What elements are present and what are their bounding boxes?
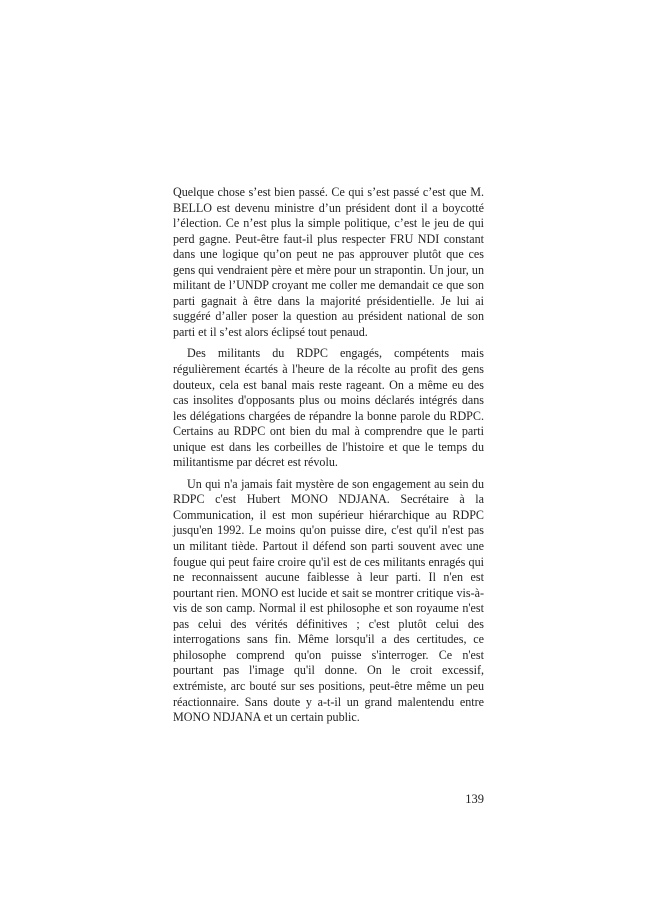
- page-number: 139: [465, 792, 484, 806]
- page-body: [173, 185, 484, 732]
- paragraph-3: Un qui n'a jamais fait mystère de son engagement au sein du RDPC c'est Hubert MONO NDJANA. Secrétaire à la Communication, il est mon supérieur hiérarchique au RDPC jusqu'en 1992. Le moins qu'on puisse dire, c'est qu'il n'est pas un militant tiède. Partout il défend son parti souvent avec une fougue qui peut faire croire qu'il est de ces militants enragés qui ne reconnaissent aucune faiblesse à leur parti. Il n'en est pourtant rien. MONO est lucide et sait se montrer critique vis-à-vis de son camp. Normal il est philosophe et son royaume n'est pas celui des vérités définitives ; c'est plutôt celui des interrogations sans fin. Même lorsqu'il a des certitudes, ce philosophe comprend qu'on puisse s'interroger. Ce n'est pourtant pas l'image qu'il donne. On le croit excessif, extrémiste, arc bouté sur ses positions, peut-être même un peu réactionnaire. Sans doute y a-t-il un grand malentendu entre MONO NDJANA et un certain public.: [173, 476, 484, 725]
- paragraph-1: Quelque chose s’est bien passé. Ce qui s’est passé c’est que M. BELLO est devenu ministre d’un président dont il a boycotté l’élection. Ce n’est plus la simple politique, c’est le jeu de qui perd gagne. Peut-être faut-il plus respecter FRU NDI constant dans une logique qu’on peut ne pas approuver plutôt que ces gens qui vendraient père et mère pour un strapontin. Un jour, un militant de l’UNDP croyant me coller me demandait ce que son parti gagnait à être dans la majorité présidentielle. Je lui ai suggéré d’aller poser la question au président national de son parti et il s’est alors éclipsé tout penaud.: [173, 185, 484, 339]
- paragraph-2: Des militants du RDPC engagés, compétents mais régulièrement écartés à l'heure de la récolte au profit des gens douteux, cela est banal mais reste rageant. On a même eu des cas insolites d'opposants plus ou moins déclarés intégrés dans les délégations chargées de répandre la bonne parole du RDPC. Certains au RDPC ont bien du mal à comprendre que le parti unique est dans les corbeilles de l'histoire et que le temps du militantisme par décret est révolu.: [173, 346, 484, 470]
